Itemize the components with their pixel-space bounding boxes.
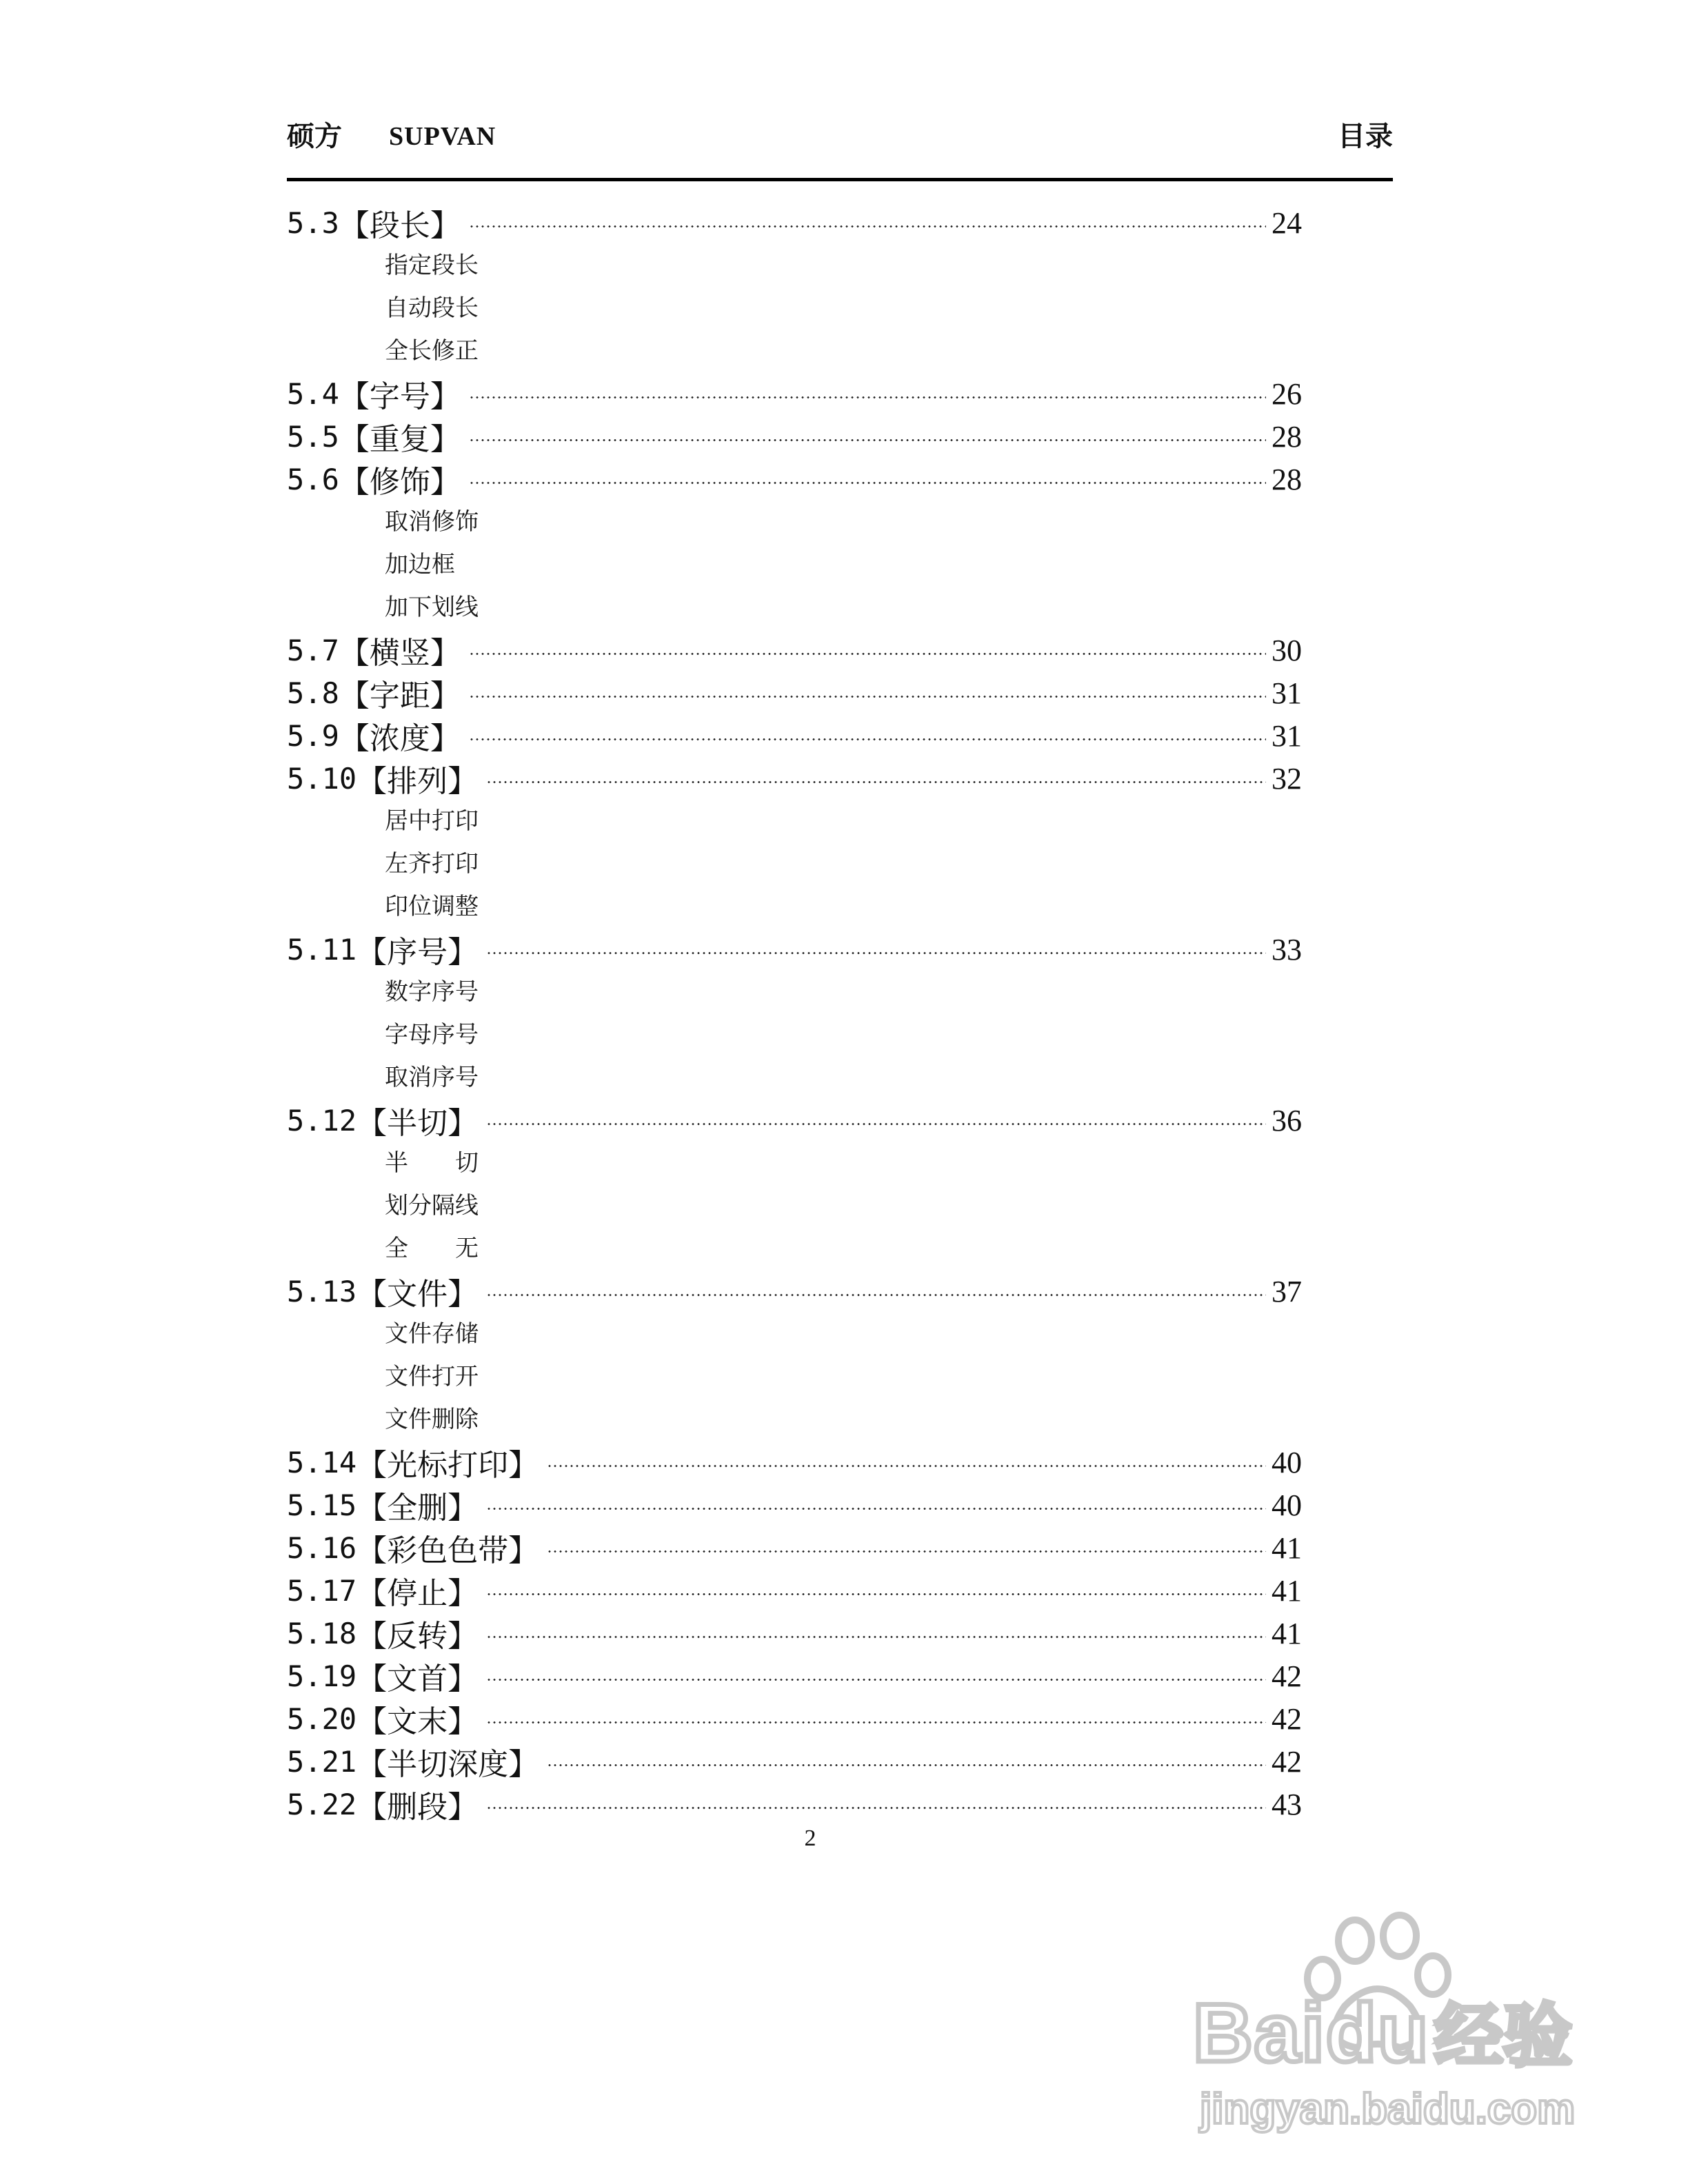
toc-section-number: 5.10 [287, 761, 357, 796]
toc-section-title: 【半切深度】 [356, 1747, 539, 1782]
table-of-contents [287, 201, 1302, 1826]
toc-entry [287, 671, 1302, 714]
toc-section-title: 【半切】 [356, 1106, 479, 1141]
header-brand-cn: 硕方 [287, 120, 342, 152]
toc-section-number: 5.7 [287, 633, 339, 667]
toc-entry [287, 1569, 1302, 1612]
toc-page-number: 42 [1272, 1744, 1302, 1779]
toc-dot-leader [486, 781, 1266, 783]
toc-entry-line [287, 1099, 1302, 1142]
toc-section-title: 【重复】 [339, 422, 461, 457]
toc-entry [287, 757, 1302, 800]
toc-dot-leader [469, 482, 1266, 484]
toc-section-number: 5.22 [287, 1787, 357, 1821]
toc-section-number: 5.15 [287, 1488, 357, 1522]
toc-page-number: 28 [1272, 419, 1302, 454]
toc-section-title: 【文首】 [356, 1661, 479, 1697]
toc-page-number: 40 [1272, 1488, 1302, 1522]
page-header [287, 116, 1393, 157]
toc-section-title: 【排列】 [356, 764, 479, 799]
toc-entry-line [287, 671, 1302, 714]
toc-entry-line [287, 714, 1302, 757]
toc-section-title: 【文末】 [356, 1704, 479, 1739]
toc-dot-leader [486, 952, 1266, 954]
toc-entry-line [287, 928, 1302, 971]
toc-section-number: 5.11 [287, 932, 357, 967]
toc-section-number: 5.19 [287, 1659, 357, 1693]
toc-page-number: 30 [1272, 633, 1302, 667]
toc-section-title: 【段长】 [339, 208, 461, 243]
toc-entry [287, 458, 1302, 501]
toc-section-title: 【浓度】 [339, 721, 461, 756]
toc-entry-line [287, 372, 1302, 415]
toc-subsection: 取消序号 [385, 1064, 479, 1091]
toc-page-number: 42 [1272, 1701, 1302, 1736]
toc-subsection: 划分隔线 [385, 1192, 479, 1220]
toc-entry [287, 629, 1302, 671]
toc-entry-line [287, 1740, 1302, 1783]
toc-page-number: 26 [1272, 376, 1302, 411]
toc-entry-line [287, 201, 1302, 244]
toc-entry-line [287, 1569, 1302, 1612]
toc-section-title: 【停止】 [356, 1576, 479, 1611]
toc-section-number: 5.14 [287, 1445, 357, 1479]
watermark-brand: Baidu [1193, 1987, 1430, 2079]
watermark-url: jingyan.baidu.com [1200, 2085, 1576, 2133]
toc-dot-leader [486, 1508, 1266, 1510]
header-brand-en: SUPVAN [389, 122, 496, 151]
toc-subsection: 全长修正 [385, 337, 479, 365]
toc-dot-leader [469, 396, 1266, 398]
toc-entry [287, 1655, 1302, 1697]
toc-section-title: 【彩色色带】 [356, 1533, 539, 1568]
toc-subsection: 文件存储 [385, 1320, 479, 1348]
toc-page-number: 42 [1272, 1659, 1302, 1693]
toc-page-number: 24 [1272, 205, 1302, 240]
toc-subsection: 全 无 [385, 1235, 479, 1262]
header-title: 目录 [1338, 120, 1393, 152]
page-number: 2 [804, 1826, 816, 1851]
toc-section-title: 【修饰】 [339, 465, 461, 500]
toc-entry [287, 1270, 1302, 1313]
toc-dot-leader [469, 653, 1266, 655]
toc-section-number: 5.12 [287, 1103, 357, 1138]
toc-entry-line [287, 1783, 1302, 1826]
toc-entry [287, 928, 1302, 971]
toc-dot-leader [486, 1294, 1266, 1296]
toc-section-number: 5.18 [287, 1616, 357, 1650]
toc-dot-leader [486, 1721, 1266, 1723]
toc-entry-line [287, 1697, 1302, 1740]
toc-entry-line [287, 757, 1302, 800]
toc-entry-line [287, 458, 1302, 501]
toc-page-number: 41 [1272, 1616, 1302, 1650]
toc-dot-leader [469, 225, 1266, 228]
toc-subsection: 半 切 [385, 1149, 479, 1177]
toc-section-title: 【字号】 [339, 379, 461, 414]
toc-section-number: 5.16 [287, 1530, 357, 1565]
toc-dot-leader [547, 1550, 1266, 1553]
toc-page-number: 28 [1272, 462, 1302, 496]
toc-section-number: 5.6 [287, 462, 339, 496]
toc-subsection: 文件打开 [385, 1363, 479, 1391]
toc-page-number: 40 [1272, 1445, 1302, 1479]
toc-page-number: 37 [1272, 1274, 1302, 1308]
toc-section-title: 【序号】 [356, 935, 479, 970]
toc-entry-line [287, 1526, 1302, 1569]
toc-subsection: 字母序号 [385, 1021, 479, 1049]
toc-section-title: 【删段】 [356, 1790, 479, 1825]
toc-section-title: 【光标打印】 [356, 1448, 539, 1483]
toc-entry-line [287, 1270, 1302, 1313]
toc-page-number: 33 [1272, 932, 1302, 967]
toc-section-number: 5.3 [287, 205, 339, 240]
baidu-jingyan-watermark [1172, 1903, 1586, 2137]
toc-entry [287, 1441, 1302, 1484]
toc-entry [287, 1740, 1302, 1783]
toc-subsection: 左齐打印 [385, 850, 479, 878]
toc-entry [287, 1612, 1302, 1655]
toc-dot-leader [486, 1807, 1266, 1809]
toc-subsection: 印位调整 [385, 893, 479, 920]
toc-entry-line [287, 415, 1302, 458]
toc-entry [287, 1484, 1302, 1526]
toc-entry [287, 372, 1302, 415]
toc-subsection: 文件删除 [385, 1406, 479, 1433]
watermark-brand-suffix: 经验 [1434, 1996, 1572, 2076]
toc-page-number: 36 [1272, 1103, 1302, 1138]
toc-dot-leader [469, 696, 1266, 698]
toc-entry [287, 1099, 1302, 1142]
toc-section-number: 5.5 [287, 419, 339, 454]
toc-entry-line [287, 629, 1302, 671]
toc-dot-leader [486, 1636, 1266, 1638]
toc-section-title: 【文件】 [356, 1277, 479, 1312]
toc-section-number: 5.17 [287, 1573, 357, 1608]
toc-page-number: 31 [1272, 676, 1302, 710]
toc-section-title: 【横竖】 [339, 636, 461, 671]
toc-entry-line [287, 1484, 1302, 1526]
toc-section-number: 5.8 [287, 676, 339, 710]
toc-subsection: 加下划线 [385, 594, 479, 621]
toc-entry-line [287, 1441, 1302, 1484]
toc-subsection: 自动段长 [385, 294, 479, 322]
toc-entry [287, 1697, 1302, 1740]
toc-dot-leader [486, 1593, 1266, 1595]
toc-dot-leader [547, 1465, 1266, 1467]
toc-subsection: 取消修饰 [385, 508, 479, 536]
toc-page-number: 41 [1272, 1530, 1302, 1565]
toc-page-number: 32 [1272, 761, 1302, 796]
toc-subsection: 指定段长 [385, 252, 479, 279]
toc-section-number: 5.20 [287, 1701, 357, 1736]
toc-section-title: 【反转】 [356, 1619, 479, 1654]
toc-section-number: 5.9 [287, 718, 339, 753]
toc-section-number: 5.4 [287, 376, 339, 411]
header-rule [287, 178, 1393, 181]
toc-section-number: 5.21 [287, 1744, 357, 1779]
toc-entry-line [287, 1612, 1302, 1655]
toc-subsection: 加边框 [385, 551, 455, 578]
toc-dot-leader [486, 1679, 1266, 1681]
toc-entry [287, 1526, 1302, 1569]
toc-page-number: 31 [1272, 718, 1302, 753]
toc-entry [287, 714, 1302, 757]
toc-dot-leader [469, 738, 1266, 740]
toc-dot-leader [486, 1123, 1266, 1125]
toc-dot-leader [469, 439, 1266, 441]
toc-page-number: 43 [1272, 1787, 1302, 1821]
toc-section-number: 5.13 [287, 1274, 357, 1308]
toc-section-title: 【字距】 [339, 678, 461, 714]
toc-entry [287, 415, 1302, 458]
toc-subsection: 居中打印 [385, 807, 479, 835]
toc-entry-line [287, 1655, 1302, 1697]
toc-subsection: 数字序号 [385, 978, 479, 1006]
toc-entry [287, 201, 1302, 244]
toc-section-title: 【全删】 [356, 1490, 479, 1526]
toc-page-number: 41 [1272, 1573, 1302, 1608]
toc-dot-leader [547, 1764, 1266, 1766]
toc-entry [287, 1783, 1302, 1826]
